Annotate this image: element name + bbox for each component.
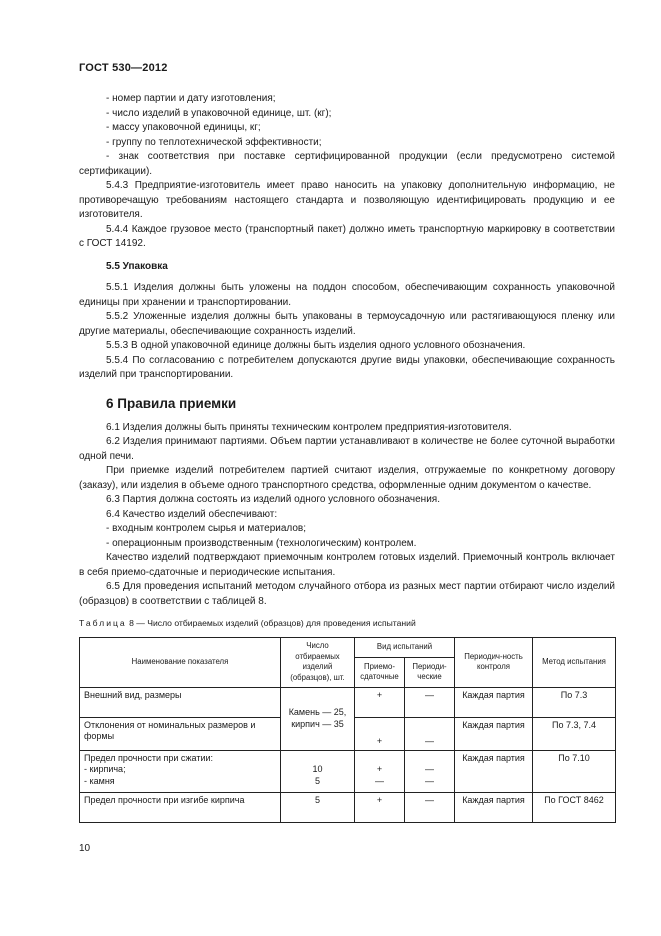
cell-count-value: 10 — [312, 764, 323, 774]
cell-periodic: — — [405, 717, 455, 750]
list-item: - входным контролем сырья и материалов; — [106, 523, 307, 534]
cell-name — [80, 750, 281, 792]
paragraph-5-4-3: 5.4.3 Предприятие-изготовитель имеет право наносить на упаковку дополнительную информацию, не противоречащую требованиям настоящего стандарта и позволяющую идентифицировать продукцию и ее изготовителя. — [79, 180, 615, 220]
cell-periodic — [405, 750, 455, 792]
cell-periodic-value: — — [425, 764, 434, 774]
cell-acceptance: + — [355, 717, 405, 750]
paragraph-5-5-4: 5.5.4 По согласованию с потребителем допускаются другие виды упаковки, обеспечивающие сохранность изделий при транспортировании. — [79, 354, 615, 380]
paragraph: При приемке изделий потребителем партией считают изделия, отгружаемые по конкретному договору (заказу), или изделия в объеме одного транспортного средства, оформленные одним документом о качестве. — [79, 465, 615, 491]
cell-method: По ГОСТ 8462 — [533, 792, 616, 822]
page-number: 10 — [79, 843, 91, 854]
cell-method: По 7.3, 7.4 — [533, 717, 616, 750]
cell-acceptance-value: — — [375, 775, 384, 786]
list-item: - номер партии и дату изготовления; — [106, 93, 276, 104]
document-body — [79, 92, 615, 823]
list-item: - массу упаковочной единицы, кг; — [106, 122, 261, 133]
list-item: - операционным производственным (технологическим) контролем. — [106, 537, 417, 549]
paragraph: Качество изделий подтверждают приемочным контролем готовых изделий. Приемочный контроль включает в себя приемо-сдаточные и периодические испытания. — [79, 552, 615, 578]
table-row — [80, 687, 616, 717]
table-caption-text: 8 — Число отбираемых изделий (образцов) для проведения испытаний — [126, 618, 416, 628]
cell-name-text: Предел прочности при сжатии: — [84, 752, 214, 763]
cell-periodic-value: — — [425, 775, 434, 786]
cell-name-sub: - кирпича; — [84, 764, 126, 774]
header-acceptance: Приемо-сдаточные — [355, 657, 405, 687]
cell-frequency: Каждая партия — [455, 687, 533, 717]
cell-frequency: Каждая партия — [455, 750, 533, 792]
cell-periodic: — — [405, 687, 455, 717]
paragraph-6-5: 6.5 Для проведения испытаний методом случайного отбора из разных мест партии отбирают число изделий (образцов) в соответствии с таблицей 8. — [79, 581, 615, 607]
table-row — [80, 792, 616, 822]
cell-frequency: Каждая партия — [455, 792, 533, 822]
section-6-title: 6 Правила приемки — [106, 395, 237, 411]
cell-method: По 7.10 — [533, 750, 616, 792]
paragraph-5-5-1: 5.5.1 Изделия должны быть уложены на поддон способом, обеспечивающим сохранность упаковочной единицы при хранении и транспортировании. — [79, 282, 615, 308]
paragraph-6-1: 6.1 Изделия должны быть приняты техническим контролем предприятия-изготовителя. — [106, 421, 512, 433]
table-row — [80, 750, 616, 792]
cell-name-sub: - камня — [84, 775, 115, 786]
paragraph-6-4: 6.4 Качество изделий обеспечивают: — [106, 508, 278, 520]
list-item: - число изделий в упаковочной единице, шт. (кг); — [106, 107, 332, 119]
cell-name: Отклонения от номинальных размеров и формы — [80, 717, 281, 750]
header-name: Наименование показателя — [80, 637, 281, 687]
paragraph-6-3: 6.3 Партия должна состоять из изделий одного условного обозначения. — [106, 494, 440, 505]
paragraph-6-2: 6.2 Изделия принимают партиями. Объем партии устанавливают в количестве не более суточной выработки одной печи. — [79, 436, 615, 462]
cell-frequency: Каждая партия — [455, 717, 533, 750]
cell-count: 5 — [281, 792, 355, 822]
table-caption — [79, 616, 615, 631]
cell-count — [281, 750, 355, 792]
header-frequency: Периодич-ность контроля — [455, 637, 533, 687]
cell-count-merged: Камень — 25, кирпич — 35 — [281, 687, 355, 750]
document-header: ГОСТ 530—2012 — [79, 62, 168, 74]
cell-method: По 7.3 — [533, 687, 616, 717]
section-5-5-title: 5.5 Упаковка — [106, 260, 168, 272]
paragraph-5-5-3: 5.5.3 В одной упаковочной единице должны быть изделия одного условного обозначения. — [106, 340, 526, 351]
list-item: - группу по теплотехнической эффективности; — [106, 136, 322, 148]
header-tests: Вид испытаний — [355, 637, 455, 657]
cell-acceptance-value: + — [376, 764, 383, 774]
cell-acceptance: + — [355, 792, 405, 822]
cell-acceptance — [355, 750, 405, 792]
table-8 — [79, 637, 616, 823]
list-item: - знак соответствия при поставке сертифицированной продукции (если предусмотрено системой сертификации). — [79, 151, 615, 177]
paragraph-5-5-2: 5.5.2 Уложенные изделия должны быть упакованы в термоусадочную или растягивающуюся пленку или другие материалы, обеспечивающие сохранность изделий. — [79, 311, 615, 337]
cell-acceptance: + — [355, 687, 405, 717]
cell-periodic: — — [405, 792, 455, 822]
header-periodic: Периоди-ческие — [405, 657, 455, 687]
cell-name: Внешний вид, размеры — [80, 687, 281, 717]
header-count: Число отбираемых изделий (образцов), шт. — [281, 637, 355, 687]
cell-name: Предел прочности при изгибе кирпича — [80, 792, 281, 822]
paragraph-5-4-4: 5.4.4 Каждое грузовое место (транспортный пакет) должно иметь транспортную маркировку в соответствии с ГОСТ 14192. — [79, 223, 615, 249]
table-caption-prefix: Таблица — [79, 618, 127, 628]
cell-count-value: 5 — [314, 775, 320, 786]
header-method: Метод испытания — [533, 637, 616, 687]
